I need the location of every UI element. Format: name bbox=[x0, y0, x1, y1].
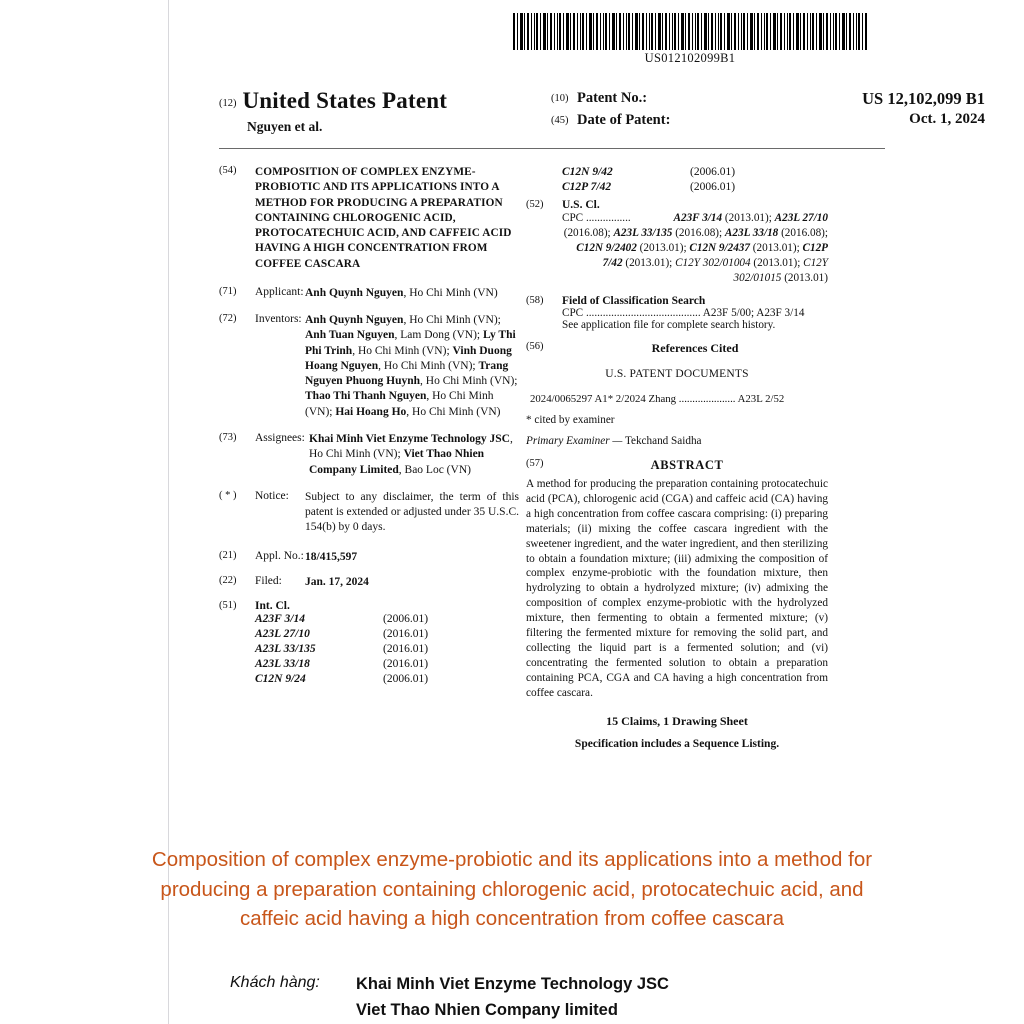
tag-58: (58) bbox=[526, 295, 544, 306]
barcode-block bbox=[513, 13, 867, 66]
applicant-name: Anh Quynh Nguyen bbox=[305, 286, 404, 299]
classification-code: C12P 7/42 bbox=[562, 181, 612, 193]
int-cl-entry bbox=[219, 600, 519, 687]
cpc-code-list: A23F 3/14 (2013.01); A23L 27/10 (2016.08); A23L 33/135 (2016.08); A23L 33/18 (2016.08); C12N 9/2402 (2013.01); C12N 9/2437 (2013.01); C12P 7/42 (2013.01); C12Y 302/01004 (2013.01); C12Y 302/01015 (2013.01) bbox=[563, 212, 828, 284]
patent-identity-block bbox=[551, 90, 985, 134]
classification-row bbox=[255, 627, 519, 642]
patent-number-row bbox=[551, 90, 985, 112]
reference-kind: A1* bbox=[594, 393, 616, 405]
person-location: , Ho Chi Minh (VN); bbox=[352, 344, 453, 357]
classification-code: C12N 9/42 bbox=[562, 166, 613, 178]
inventors-label: Inventors: bbox=[255, 313, 302, 326]
classification-version: (2006.01) bbox=[690, 181, 736, 193]
customer-name: Viet Thao Nhien Company limited bbox=[356, 1000, 618, 1019]
us-patent-documents-label: U.S. PATENT DOCUMENTS bbox=[605, 368, 749, 380]
person-location: , Lam Dong (VN); bbox=[394, 329, 483, 342]
customer-names bbox=[356, 972, 868, 1023]
field-of-search-cpc: CPC ......................................... A23F 5/00; A23F 3/14 bbox=[562, 307, 805, 319]
classification-code: C12N 9/24 bbox=[255, 673, 306, 686]
patent-date-row bbox=[551, 112, 985, 134]
us-cl-label: U.S. Cl. bbox=[562, 199, 600, 211]
classification-version: (2016.01) bbox=[383, 658, 429, 671]
classification-version: (2006.01) bbox=[383, 673, 429, 686]
appl-no-entry bbox=[219, 550, 519, 565]
field-of-search-note: See application file for complete search history. bbox=[562, 319, 776, 331]
assignees-list bbox=[309, 432, 519, 478]
int-cl-continued-table bbox=[562, 165, 828, 195]
notice-text: Subject to any disclaimer, the term of this patent is extended or adjusted under 35 U.S.C. 154(b) by 0 days. bbox=[305, 490, 519, 534]
patent-number-value: US 12,102,099 B1 bbox=[862, 89, 985, 108]
us-cl-entry bbox=[526, 199, 828, 286]
cited-by-examiner-note: * cited by examiner bbox=[526, 414, 615, 426]
person-name: Ly Thi Phi Trinh bbox=[305, 329, 516, 357]
person-name: Hai Hoang Ho bbox=[335, 405, 407, 418]
invention-title-text: COMPOSITION OF COMPLEX ENZYME-PROBIOTIC AND ITS APPLICATIONS INTO A METHOD FOR PRODUCING A PREPARATION CONTAINING CHLOROGENIC ACID, PROTOCATECHUIC ACID, AND CAFFEIC ACID HAVING A HIGH CONCENTRATION FROM COFFEE CASCARA bbox=[255, 166, 512, 270]
appl-no-value: 18/415,597 bbox=[305, 550, 358, 563]
cpc-code: A23F 3/14 bbox=[673, 212, 723, 224]
cpc-code: A23L 33/18 bbox=[724, 227, 779, 239]
reference-number: 2024/0065297 bbox=[530, 393, 595, 405]
reference-date: 2/2024 bbox=[615, 393, 649, 405]
classification-version: (2006.01) bbox=[690, 166, 736, 178]
person-location: , Ho Chi Minh (VN) bbox=[406, 405, 501, 418]
caption-text: Composition of complex enzyme-probiotic and its applications into a method for producing a preparation containing chlorogenic acid, protocatechuic acid, and caffeic acid having a high concentration from coffee cascara bbox=[151, 848, 873, 931]
patent-header bbox=[219, 88, 985, 146]
primary-examiner-label: Primary Examiner — bbox=[526, 435, 623, 447]
classification-code: A23L 27/10 bbox=[255, 628, 310, 641]
primary-examiner-name: Tekchand Saidha bbox=[624, 435, 702, 447]
cpc-code: C12Y 302/01015 bbox=[733, 257, 828, 284]
patent-date-label: Date of Patent: bbox=[577, 112, 671, 128]
assignees-label: Assignees: bbox=[255, 432, 305, 444]
person-location: , Ho Chi Minh (VN); bbox=[420, 375, 518, 388]
tag-45: (45) bbox=[551, 115, 569, 126]
notice-entry bbox=[219, 490, 519, 536]
classification-code: A23L 33/135 bbox=[255, 643, 316, 656]
cpc-code: A23L 33/135 bbox=[613, 227, 673, 239]
reference-dots: ..................... bbox=[678, 393, 738, 405]
reference-classification: A23L 2/52 bbox=[737, 393, 785, 405]
field-of-search-label: Field of Classification Search bbox=[562, 295, 706, 307]
bibliographic-left-column bbox=[219, 165, 519, 696]
tag-21: (21) bbox=[219, 549, 237, 561]
tag-72: (72) bbox=[219, 313, 237, 325]
tag-52: (52) bbox=[526, 199, 544, 210]
person-name: Anh Quynh Nguyen bbox=[305, 314, 404, 327]
person-name: Trang Nguyen Phuong Huynh bbox=[305, 359, 509, 388]
page-title: United States Patent bbox=[242, 88, 448, 113]
references-cited-label: References Cited bbox=[651, 341, 739, 355]
classification-row bbox=[255, 612, 519, 627]
classification-row bbox=[562, 180, 828, 195]
assignees-entry bbox=[219, 432, 519, 478]
filed-entry bbox=[219, 575, 519, 590]
applicant-label: Applicant: bbox=[255, 285, 304, 298]
person-name: Anh Tuan Nguyen bbox=[305, 329, 395, 342]
references-cited-entry bbox=[526, 341, 828, 447]
primary-examiner-line bbox=[526, 435, 828, 447]
person-name: Vinh Duong Hoang Nguyen bbox=[305, 344, 512, 372]
field-of-search-entry bbox=[526, 295, 828, 331]
person-location: , Bao Loc (VN) bbox=[398, 463, 471, 476]
bibliographic-right-column bbox=[526, 165, 828, 750]
classification-code: A23L 33/18 bbox=[255, 658, 310, 671]
cpc-code: C12N 9/2402 bbox=[576, 242, 637, 254]
inventors-entry bbox=[219, 313, 519, 420]
cpc-code: C12P 7/42 bbox=[602, 242, 828, 269]
tag-22: (22) bbox=[219, 574, 237, 586]
person-location: , Ho Chi Minh (VN); bbox=[403, 314, 501, 327]
classification-row bbox=[562, 165, 828, 180]
cpc-lead: CPC ................ bbox=[562, 212, 631, 224]
person-location: , Ho Chi Minh (VN); bbox=[309, 433, 513, 461]
us-cl-codes bbox=[562, 211, 828, 286]
claims-count-line: 15 Claims, 1 Drawing Sheet bbox=[606, 713, 748, 728]
filed-label: Filed: bbox=[255, 574, 282, 587]
int-cl-table bbox=[255, 612, 519, 687]
header-divider bbox=[219, 148, 885, 149]
customer-label: Khách hàng: bbox=[230, 974, 320, 991]
customer-block bbox=[168, 972, 868, 1023]
cpc-code: C12Y 302/01004 bbox=[675, 257, 751, 269]
abstract-heading-row bbox=[526, 458, 828, 474]
inventor-shortname: Nguyen et al. bbox=[247, 119, 323, 134]
tag-54: (54) bbox=[219, 165, 237, 176]
cpc-code: A23L 27/10 bbox=[774, 212, 828, 224]
classification-row bbox=[255, 657, 519, 672]
classification-version: (2016.01) bbox=[383, 643, 429, 656]
patent-number-label: Patent No.: bbox=[577, 90, 648, 106]
person-name: Viet Thao Nhien Company Limited bbox=[309, 448, 485, 476]
abstract-text: A method for producing the preparation containing protocatechuic acid (PCA), chlorogenic acid (CGA) and caffeic acid (CA) having a high concentration from coffee cascara comprising: (i) preparing materials; (ii) mixing the coffee cascara ingredient with the sweetener ingredient, and the water ingredient, and then sterilizing to obtain a foundation mixture; (iii) admixing the composition of complex enzyme-probiotic with the foundation mixture, then hydrolyzing to obtain a hydrolyzed mixture; (iv) admixing the composition of complex enzyme-probiotic with the hydrolyzed mixture, then fermenting to obtain a fermented mixture; (v) filtering the fermented mixture for removing the solid part, and collecting the liquid part is a fermented solution; and (vi) concentrating the fermented solution to obtain a preparation containing PCA, CGA and CA having a high concentration from coffee cascara. bbox=[526, 478, 828, 699]
barcode-number: US012102099B1 bbox=[644, 51, 736, 65]
barcode-image bbox=[513, 13, 867, 50]
classification-version: (2016.01) bbox=[383, 628, 429, 641]
person-name: Khai Minh Viet Enzyme Technology JSC bbox=[309, 433, 510, 445]
reference-assignee: Zhang bbox=[648, 393, 679, 405]
tag-12: (12) bbox=[219, 98, 237, 109]
appl-no-label: Appl. No.: bbox=[255, 549, 304, 562]
applicant-entry bbox=[219, 286, 519, 301]
applicant-value bbox=[305, 286, 519, 301]
notice-label: Notice: bbox=[255, 489, 289, 502]
int-cl-label: Int. Cl. bbox=[255, 600, 290, 613]
abstract-heading: ABSTRACT bbox=[650, 458, 724, 472]
customer-name: Khai Minh Viet Enzyme Technology JSC bbox=[356, 975, 669, 993]
reference-row bbox=[526, 393, 828, 405]
classification-version: (2006.01) bbox=[383, 613, 429, 626]
person-location: , Ho Chi Minh (VN); bbox=[305, 390, 494, 418]
tag-73: (73) bbox=[219, 432, 237, 443]
tag-10: (10) bbox=[551, 93, 569, 104]
inventors-list bbox=[305, 313, 519, 420]
person-name: Thao Thi Thanh Nguyen bbox=[305, 390, 427, 403]
tag-57: (57) bbox=[526, 458, 544, 469]
classification-code: A23F 3/14 bbox=[255, 613, 305, 626]
tag-71: (71) bbox=[219, 285, 237, 297]
tag-notice: ( * ) bbox=[219, 489, 237, 501]
classification-row bbox=[255, 642, 519, 657]
tag-56: (56) bbox=[526, 341, 544, 352]
cpc-code: C12N 9/2437 bbox=[689, 242, 750, 254]
sequence-listing-line: Specification includes a Sequence Listing. bbox=[574, 737, 780, 750]
applicant-location: , Ho Chi Minh (VN) bbox=[403, 286, 498, 299]
patent-title-block bbox=[219, 88, 549, 135]
person-location: , Ho Chi Minh (VN); bbox=[378, 359, 479, 372]
filed-value: Jan. 17, 2024 bbox=[305, 575, 369, 588]
classification-row bbox=[255, 672, 519, 687]
patent-date-value: Oct. 1, 2024 bbox=[909, 111, 985, 127]
invention-title-entry bbox=[219, 165, 519, 272]
tag-51: (51) bbox=[219, 600, 237, 612]
